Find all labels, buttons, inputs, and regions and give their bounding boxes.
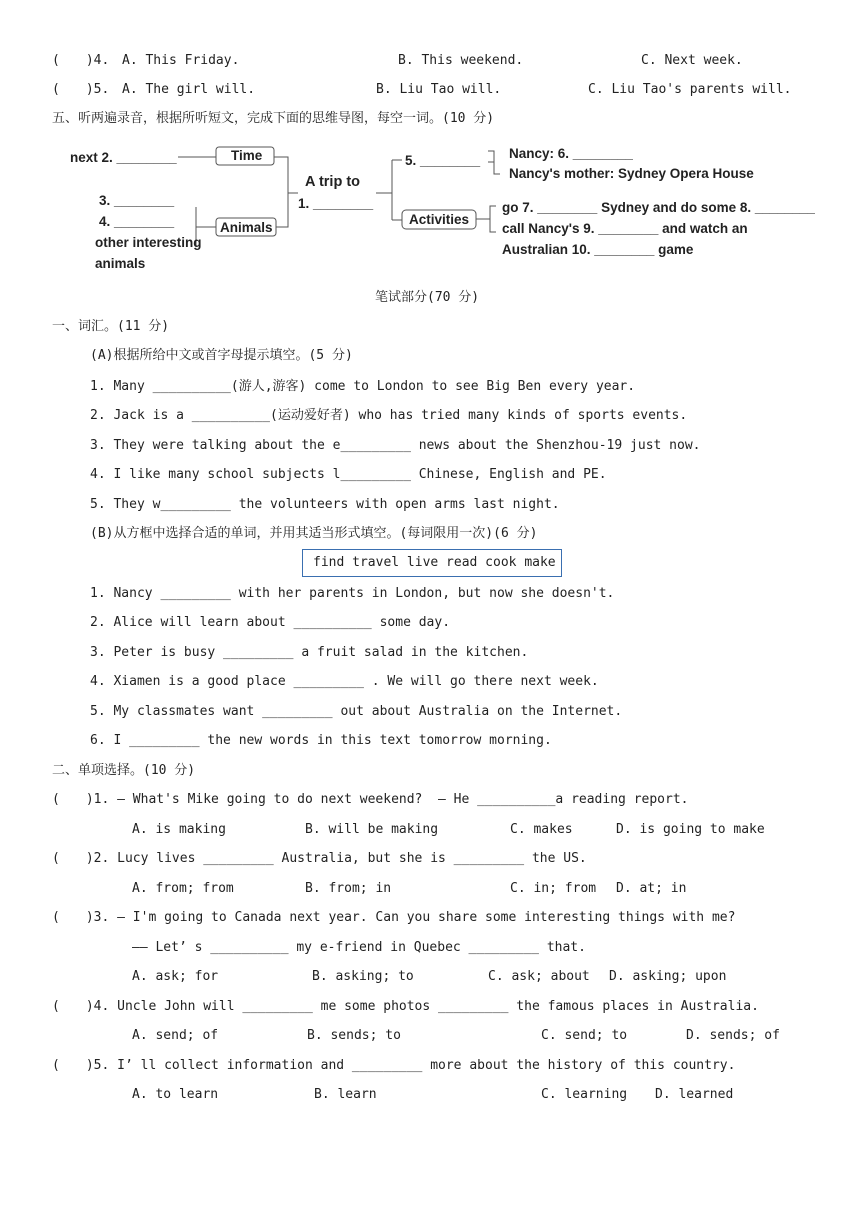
mindmap-center-title: A trip to <box>305 174 361 190</box>
mc-q4-option-b: B. sends; to <box>307 1028 401 1043</box>
mc-q2-text: ( )2. Lucy lives _________ Australia, but she is _________ the US. <box>52 851 587 866</box>
mc-q3-option-c: C. ask; about <box>488 969 590 984</box>
part-b-item-3: 3. Peter is busy _________ a fruit salad in the kitchen. <box>90 645 529 660</box>
mc-q5-option-a: A. to learn <box>132 1087 219 1102</box>
mindmap-blank-5: 5. ________ <box>405 153 481 168</box>
part-a-item-3: 3. They were talking about the e_________ news about the Shenzhou-19 just now. <box>90 438 701 453</box>
part-b-item-5: 5. My classmates want _________ out about Australia on the Internet. <box>90 704 623 719</box>
word-box: find travel live read cook make <box>302 549 562 577</box>
listening-q5-option-a: A. The girl will. <box>122 82 256 97</box>
mc-q5-option-d: D. learned <box>655 1087 734 1102</box>
part-a-item-2: 2. Jack is a __________(运动爱好者) who has tried many kinds of sports events. <box>90 408 688 423</box>
mc-q5-text: ( )5. I’ ll collect information and _________ more about the history of this country. <box>52 1058 736 1073</box>
part-b-item-4: 4. Xiamen is a good place _________ . We will go there next week. <box>90 674 599 689</box>
mc-q4-option-c: C. send; to <box>541 1028 628 1043</box>
mindmap-nancy: Nancy: 6. ________ <box>509 146 633 161</box>
listening-q4-number: ( )4. <box>52 53 110 68</box>
mindmap-activity-2: call Nancy's 9. ________ and watch an <box>502 221 748 236</box>
mc-q2-option-c: C. in; from <box>510 881 597 896</box>
mindmap-time-blank: next 2. ________ <box>70 150 177 165</box>
mc-section-title: 二、单项选择。(10 分) <box>52 763 196 778</box>
mindmap-time-label: Time <box>231 148 263 163</box>
mc-q5-option-b: B. learn <box>314 1087 377 1102</box>
mc-q1-option-d: D. is going to make <box>616 822 765 837</box>
mindmap-animals-blank-3: 3. ________ <box>99 193 175 208</box>
mindmap-animals-label: Animals <box>220 220 273 235</box>
mindmap-activity-1: go 7. ________ Sydney and do some 8. ________ <box>502 200 815 215</box>
mc-q4-option-d: D. sends; of <box>686 1028 780 1043</box>
mindmap-activities-label: Activities <box>409 212 470 227</box>
mc-q2-option-b: B. from; in <box>305 881 392 896</box>
part-b-item-1: 1. Nancy _________ with her parents in London, but now she doesn't. <box>90 586 615 601</box>
mc-q3-text: ( )3. — I'm going to Canada next year. Can you share some interesting things with me? <box>52 910 736 925</box>
mindmap-center-blank: 1. ________ <box>298 196 374 211</box>
mindmap-animals-blank-4: 4. ________ <box>99 214 175 229</box>
mc-q2-option-d: D. at; in <box>616 881 687 896</box>
listening-q4-option-c: C. Next week. <box>641 53 743 68</box>
mc-q3-option-b: B. asking; to <box>312 969 414 984</box>
mc-q1-option-a: A. is making <box>132 822 226 837</box>
listening-q4-option-a: A. This Friday. <box>122 53 240 68</box>
listening-q5-option-c: C. Liu Tao's parents will. <box>588 82 792 97</box>
mc-q5-option-c: C. learning <box>541 1087 628 1102</box>
mc-q4-text: ( )4. Uncle John will _________ me some photos _________ the famous places in Australia. <box>52 999 759 1014</box>
part-a-item-5: 5. They w_________ the volunteers with open arms last night. <box>90 497 560 512</box>
mc-q4-option-a: A. send; of <box>132 1028 219 1043</box>
mindmap-nancy-mother: Nancy's mother: Sydney Opera House <box>509 166 754 181</box>
listening-q5-option-b: B. Liu Tao will. <box>376 82 502 97</box>
written-part-title: 笔试部分(70 分) <box>375 290 480 305</box>
listening-q4-option-b: B. This weekend. <box>398 53 524 68</box>
part-b-item-6: 6. I _________ the new words in this text tomorrow morning. <box>90 733 552 748</box>
part-a-item-4: 4. I like many school subjects l_________ Chinese, English and PE. <box>90 467 607 482</box>
part-a-item-1: 1. Many __________(游人,游客) come to London to see Big Ben every year. <box>90 379 636 394</box>
mc-q2-option-a: A. from; from <box>132 881 234 896</box>
mc-q3-text-2: —— Let’ s __________ my e-friend in Quebec _________ that. <box>132 940 586 955</box>
mc-q1-option-c: C. makes <box>510 822 573 837</box>
part-b-title: (B)从方框中选择合适的单词，并用其适当形式填空。(每词限用一次)(6 分) <box>90 526 538 541</box>
mc-q3-option-a: A. ask; for <box>132 969 219 984</box>
part-b-item-2: 2. Alice will learn about __________ some day. <box>90 615 451 630</box>
section-5-title: 五、听两遍录音，根据所听短文，完成下面的思维导图，每空一词。(10 分) <box>52 111 495 126</box>
mc-q1-text: ( )1. — What's Mike going to do next weekend? — He __________a reading report. <box>52 792 689 807</box>
mindmap-activity-3: Australian 10. ________ game <box>502 242 694 257</box>
mc-q1-option-b: B. will be making <box>305 822 439 837</box>
listening-q5-number: ( )5. <box>52 82 110 97</box>
vocab-section-title: 一、词汇。(11 分) <box>52 319 170 334</box>
part-a-title: (A)根据所给中文或首字母提示填空。(5 分) <box>90 348 353 363</box>
mindmap-animals-other-2: animals <box>95 256 146 271</box>
mindmap-animals-other-1: other interesting <box>95 235 202 250</box>
mc-q3-option-d: D. asking; upon <box>609 969 727 984</box>
